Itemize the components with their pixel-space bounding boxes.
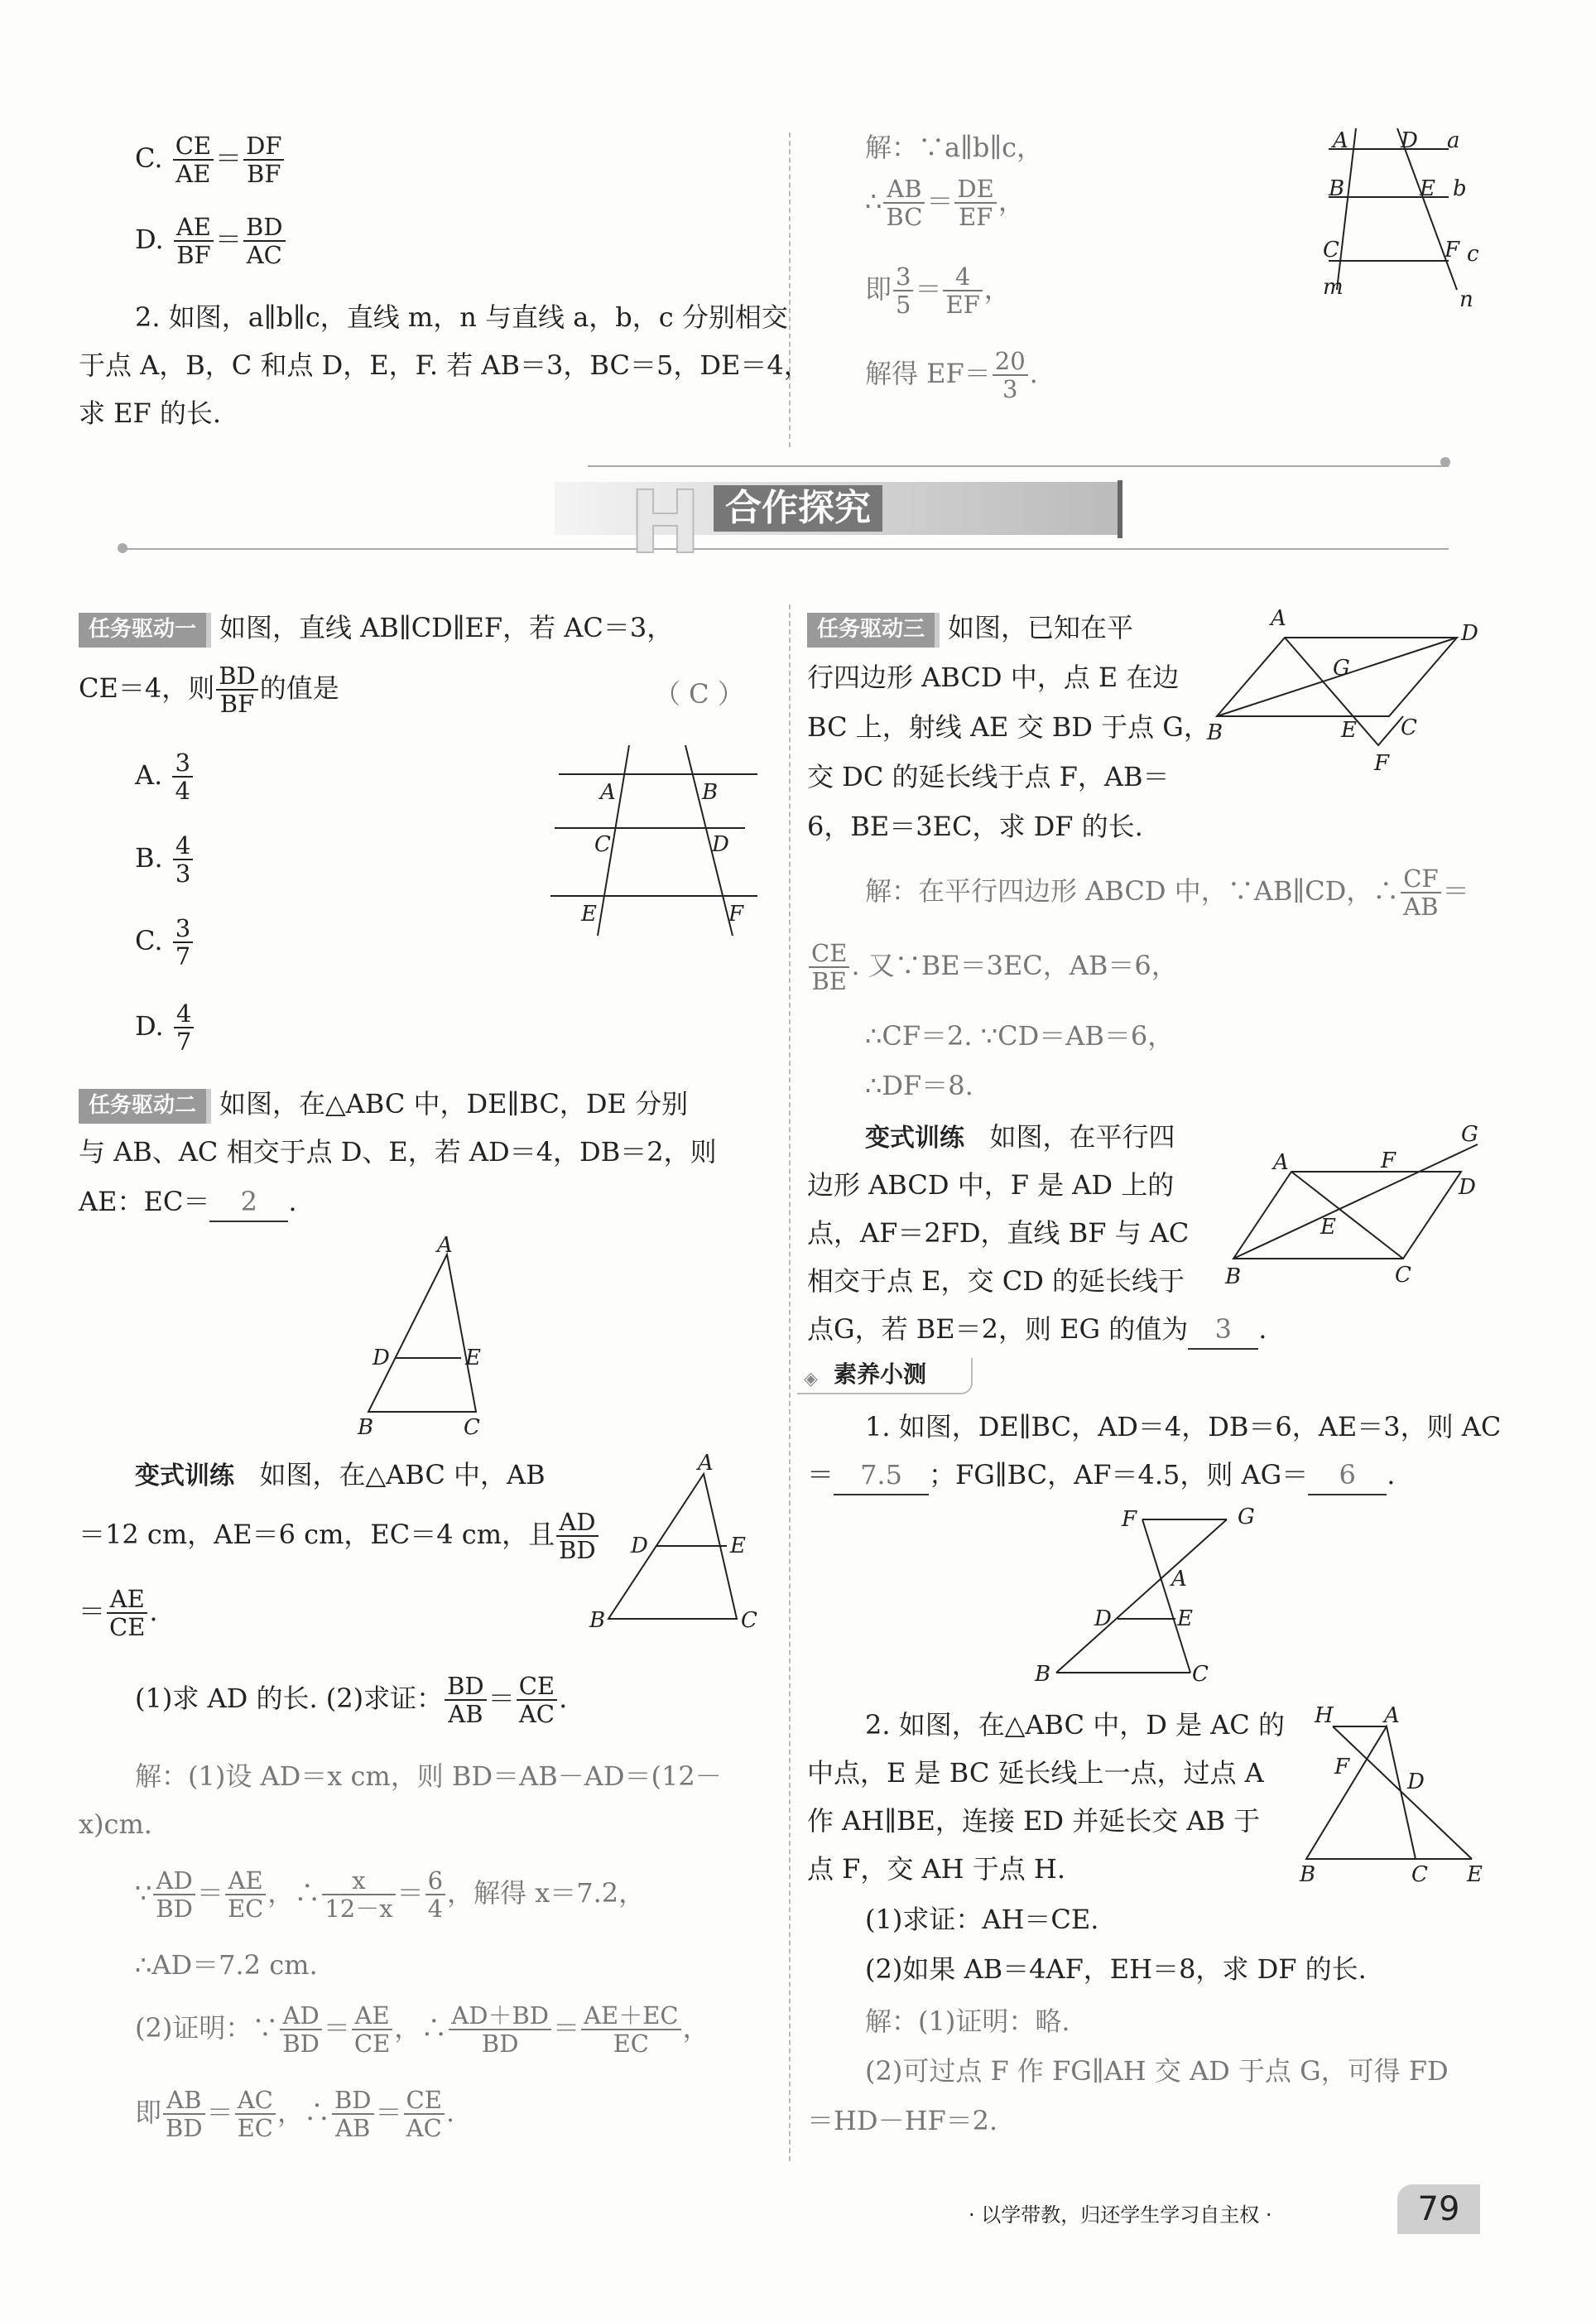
label-D: D bbox=[712, 832, 729, 857]
solution-line-3: 即 $\frac{3}{5}$ ＝ $\frac{4}{EF}$ ， bbox=[865, 262, 1011, 320]
label-D: D bbox=[373, 1346, 390, 1370]
label-A: A bbox=[600, 780, 616, 805]
label-C: C bbox=[1192, 1662, 1209, 1687]
task-1-option-a: A. $\frac{3}{4}$ bbox=[135, 749, 195, 805]
task-3-solution-2: $\frac{CE}{BE}$ . 又∵BE＝3EC，AB＝6， bbox=[807, 940, 1178, 995]
label-C: C bbox=[464, 1415, 480, 1440]
quiz-q1-answer-2: 6 bbox=[1308, 1456, 1387, 1495]
variant-1-solution-5: (2)证明：∵ $\frac{AD}{BD}$ ＝ $\frac{AE}{CE}$ ，∴ $\frac{AD+BD}{BD}$ ＝ $\frac{AE+EC}{EC}$ ， bbox=[135, 2001, 709, 2059]
triangle-figure-quiz-2 bbox=[1291, 1697, 1507, 1888]
segment-he bbox=[1333, 1726, 1472, 1859]
label-A: A bbox=[1271, 606, 1286, 631]
task-3-line-1: 任务驱动三 如图，已知在平 bbox=[807, 609, 1133, 648]
label-B: B bbox=[1329, 176, 1345, 201]
variant-2-answer-blank: 3 bbox=[1188, 1310, 1258, 1350]
task-1-tag: 任务驱动一 bbox=[79, 613, 211, 648]
task-2-tag: 任务驱动二 bbox=[79, 1089, 211, 1124]
task-2-answer-blank: 2 bbox=[209, 1182, 288, 1222]
triangle-figure-variant-1 bbox=[579, 1453, 778, 1644]
variant-1-questions: (1)求 AD 的长. (2)求证： $\frac{BD}{AB}$ ＝ $\frac{CE}{AC}$ . bbox=[135, 1672, 568, 1729]
variant-2-heading: 变式训练 bbox=[865, 1124, 964, 1153]
parallel-lines-figure-top bbox=[1308, 124, 1507, 315]
label-G: G bbox=[1333, 656, 1350, 681]
label-H: H bbox=[1315, 1703, 1334, 1728]
label-C: C bbox=[1411, 1862, 1428, 1887]
variant-1-solution-3: ∵ $\frac{AD}{BD}$ ＝ $\frac{AE}{EC}$ ，∴ $\frac{x}{12-x}$ ＝ $\frac{6}{4}$ ，解得 x＝7.2， bbox=[135, 1866, 646, 1924]
task-3-solution-3: ∴CF＝2. ∵CD＝AB＝6， bbox=[865, 1020, 1175, 1052]
label-D: D bbox=[1461, 621, 1478, 646]
quiz-diamond-icon: ◈ bbox=[804, 1369, 818, 1389]
quiz-title: 素养小测 bbox=[834, 1360, 927, 1388]
variant-1-line-1: 变式训练 如图，在△ABC 中，AB bbox=[135, 1459, 546, 1490]
top-column-divider bbox=[789, 132, 791, 447]
quiz-q2-solution-1: 解：(1)证明：略. bbox=[865, 2006, 1070, 2037]
label-F: F bbox=[1445, 238, 1460, 262]
variant-2-line-4: 相交于点 E，交 CD 的延长线于 bbox=[807, 1265, 1185, 1297]
label-B: B bbox=[1207, 720, 1223, 745]
task-1-line-1: 任务驱动一 如图，直线 AB∥CD∥EF，若 AC＝3， bbox=[79, 609, 673, 648]
solution-line-2: ∴ $\frac{AB}{BC}$ ＝ $\frac{DE}{EF}$ ， bbox=[865, 175, 1025, 232]
label-E: E bbox=[730, 1534, 746, 1558]
task-3-line-2: 行四边形 ABCD 中，点 E 在边 bbox=[807, 662, 1180, 693]
label-G: G bbox=[1461, 1122, 1478, 1147]
variant-2-line-1: 变式训练 如图，在平行四 bbox=[865, 1121, 1175, 1153]
label-B: B bbox=[589, 1608, 606, 1633]
variant-1-heading: 变式训练 bbox=[135, 1461, 234, 1490]
task-3-line-4: 交 DC 的延长线于点 F，AB＝ bbox=[807, 761, 1170, 792]
section-banner bbox=[124, 465, 1449, 573]
label-A: A bbox=[1171, 1567, 1187, 1591]
parallel-lines-figure-task-1 bbox=[546, 745, 762, 944]
task-2-line-3: AE：EC＝ 2 . bbox=[79, 1182, 297, 1222]
label-C: C bbox=[741, 1608, 757, 1633]
segment-fc bbox=[1142, 1519, 1190, 1673]
label-D: D bbox=[1407, 1770, 1425, 1794]
label-E: E bbox=[581, 902, 597, 927]
quiz-q2-line-3: 作 AH∥BE，连接 ED 并延长交 AB 于 bbox=[807, 1805, 1261, 1837]
question-2-line-3: 求 EF 的长. bbox=[79, 397, 222, 429]
variant-2-line-5: 点G，若 BE＝2，则 EG 的值为 3 . bbox=[807, 1310, 1267, 1350]
task-3-solution-4: ∴DF＝8. bbox=[865, 1070, 973, 1101]
diagonal-ac bbox=[1291, 1172, 1403, 1259]
segment-gb bbox=[1056, 1519, 1227, 1673]
task-1-option-c: C. $\frac{3}{7}$ bbox=[135, 915, 195, 970]
label-m: m bbox=[1323, 275, 1344, 300]
banner-title: 合作探究 bbox=[714, 485, 882, 532]
label-a: a bbox=[1447, 128, 1460, 153]
quiz-q1-answer-1: 7.5 bbox=[834, 1456, 929, 1495]
label-B: B bbox=[1035, 1662, 1051, 1687]
task-1-option-d: D. $\frac{4}{7}$ bbox=[135, 1000, 195, 1056]
triangle-figure-task-2 bbox=[348, 1233, 513, 1441]
label-D: D bbox=[1459, 1175, 1476, 1200]
variant-1-solution-1: 解：(1)设 AD＝x cm，则 BD＝AB－AD＝(12－ bbox=[135, 1760, 722, 1792]
option-d: D. $\frac{AE}{BF}$ ＝ $\frac{BD}{AC}$ bbox=[135, 214, 287, 269]
solution-line-1: 解：∵a∥b∥c， bbox=[865, 132, 1044, 163]
label-F: F bbox=[1334, 1755, 1350, 1779]
quiz-q2-line-2: 中点，E 是 BC 延长线上一点，过点 A bbox=[807, 1757, 1264, 1789]
variant-1-solution-6: 即 $\frac{AB}{BD}$ ＝ $\frac{AC}{EC}$ ，∴ $\frac{BD}{AB}$ ＝ $\frac{CE}{AC}$ . bbox=[135, 2086, 455, 2143]
label-G: G bbox=[1238, 1505, 1255, 1529]
label-A: A bbox=[1273, 1150, 1289, 1175]
quiz-q2-line-4: 点 F，交 AH 于点 H. bbox=[807, 1853, 1065, 1885]
quiz-q2-line-1: 2. 如图，在△ABC 中，D 是 AC 的 bbox=[865, 1709, 1285, 1741]
main-column-divider bbox=[789, 604, 791, 2161]
label-E: E bbox=[465, 1346, 481, 1370]
task-1-option-b: B. $\frac{4}{3}$ bbox=[135, 832, 195, 888]
label-A: A bbox=[698, 1451, 714, 1476]
label-D: D bbox=[1401, 128, 1418, 153]
label-B: B bbox=[1300, 1862, 1316, 1887]
quiz-title-box bbox=[797, 1358, 973, 1394]
label-B: B bbox=[702, 780, 719, 805]
page-number: 79 bbox=[1397, 2184, 1480, 2234]
label-D: D bbox=[631, 1534, 648, 1558]
task-3-line-3: BC 上，射线 AE 交 BD 于点 G， bbox=[807, 711, 1210, 743]
label-E: E bbox=[1320, 1215, 1336, 1240]
quiz-q1-line-2: ＝ 7.5 ；FG∥BC，AF＝4.5，则 AG＝ 6 . bbox=[807, 1456, 1395, 1495]
label-D: D bbox=[1094, 1606, 1112, 1631]
label-A: A bbox=[1384, 1703, 1400, 1728]
task-2-line-2: 与 AB、AC 相交于点 D、E，若 AD＝4，DB＝2，则 bbox=[79, 1136, 717, 1168]
quiz-q2-part-1: (1)求证：AH＝CE. bbox=[865, 1904, 1099, 1935]
label-E: E bbox=[1467, 1862, 1483, 1887]
label-C: C bbox=[594, 832, 611, 857]
variant-1-solution-4: ∴AD＝7.2 cm. bbox=[135, 1949, 318, 1981]
label-E: E bbox=[1177, 1606, 1193, 1631]
quiz-q2-solution-3: ＝HD－HF＝2. bbox=[807, 2105, 998, 2136]
quiz-q1-line-1: 1. 如图，DE∥BC，AD＝4，DB＝6，AE＝3，则 AC bbox=[865, 1411, 1502, 1442]
label-B: B bbox=[1225, 1264, 1242, 1289]
variant-1-line-2: ＝12 cm，AE＝6 cm，EC＝4 cm，且 $\frac{AD}{BD}$ bbox=[79, 1509, 600, 1564]
label-c: c bbox=[1467, 242, 1479, 267]
label-F: F bbox=[728, 902, 744, 927]
question-2-line-2: 于点 A，B，C 和点 D，E，F. 若 AB＝3，BC＝5，DE＝4， bbox=[79, 349, 810, 381]
label-F: F bbox=[1381, 1148, 1396, 1173]
hourglass-figure-quiz-1 bbox=[1026, 1503, 1275, 1702]
banner-letter: H bbox=[629, 472, 702, 573]
solution-line-4: 解得 EF＝ $\frac{20}{3}$ . bbox=[865, 347, 1038, 404]
task-3-solution-1: 解：在平行四边形 ABCD 中，∵AB∥CD，∴ $\frac{CF}{AB}$ ＝ bbox=[865, 864, 1469, 922]
label-C: C bbox=[1323, 238, 1339, 262]
triangle-abc bbox=[1306, 1726, 1416, 1859]
label-C: C bbox=[1401, 715, 1417, 740]
quiz-q2-part-2: (2)如果 AB＝4AF，EH＝8，求 DF 的长. bbox=[865, 1953, 1367, 1985]
variant-1-line-3: ＝ $\frac{AE}{CE}$ . bbox=[79, 1585, 158, 1642]
task-3-tag: 任务驱动三 bbox=[807, 613, 940, 648]
quiz-q2-solution-2: (2)可过点 F 作 FG∥AH 交 AD 于点 G，可得 FD bbox=[865, 2055, 1449, 2087]
label-F: F bbox=[1122, 1507, 1137, 1532]
label-b: b bbox=[1453, 176, 1467, 201]
label-A: A bbox=[1333, 128, 1348, 153]
label-A: A bbox=[437, 1233, 453, 1258]
task-1-answer: （ C ） bbox=[654, 678, 744, 710]
label-n: n bbox=[1459, 287, 1473, 312]
triangle-abc bbox=[368, 1254, 476, 1412]
parallelogram-figure-variant-2 bbox=[1225, 1118, 1498, 1296]
label-F: F bbox=[1374, 751, 1390, 776]
task-3-line-5: 6，BE＝3EC，求 DF 的长. bbox=[807, 811, 1143, 842]
label-E: E bbox=[1420, 176, 1435, 201]
task-1-line-2: CE＝4，则 $\frac{BD}{BF}$ 的值是 bbox=[79, 662, 339, 719]
label-E: E bbox=[1341, 718, 1357, 743]
task-2-line-1: 任务驱动二 如图，在△ABC 中，DE∥BC，DE 分别 bbox=[79, 1085, 688, 1124]
variant-2-line-2: 边形 ABCD 中，F 是 AD 上的 bbox=[807, 1169, 1175, 1201]
footer-motto: · 以学带教，归还学生学习自主权 · bbox=[969, 2203, 1272, 2227]
variant-1-solution-2: x)cm. bbox=[79, 1808, 152, 1840]
option-c: C. $\frac{CE}{AE}$ ＝ $\frac{DF}{BF}$ bbox=[135, 132, 286, 188]
question-2-line-1: 2. 如图，a∥b∥c，直线 m，n 与直线 a，b，c 分别相交 bbox=[135, 301, 788, 333]
label-B: B bbox=[358, 1415, 374, 1440]
variant-2-line-3: 点，AF＝2FD，直线 BF 与 AC bbox=[807, 1217, 1190, 1249]
parallelogram-figure-task-3 bbox=[1209, 600, 1498, 782]
label-C: C bbox=[1395, 1263, 1411, 1288]
